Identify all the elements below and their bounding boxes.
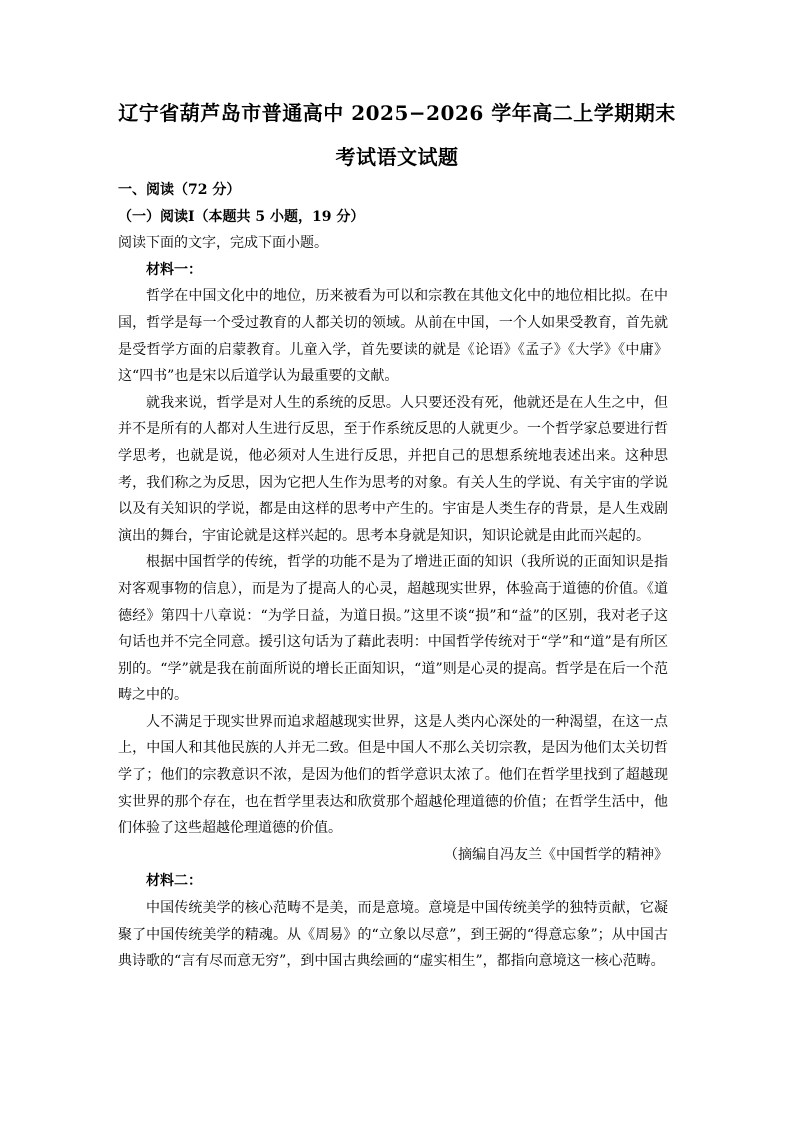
material-1-paragraph-2: 就我来说，哲学是对人生的系统的反思。人只要还没有死，他就还是在人生之中，但并不是所有的人都对人生进行反思，至于作系统反思的人就更少。一个哲学家总要进行哲学思考，也就是说，他必须对人生进行反思，并把自己的思想系统地表述出来。这种思考，我们称之为反思，因为它把人生作为思考的对象。有关人生的学说、有关宇宙的学说以及有关知识的学说，都是由这样的思考中产生的。宇宙是人类生存的背景，是人生戏剧演出的舞台，宇宙论就是这样兴起的。思考本身就是知识，知识论就是由此而兴起的。: [118, 394, 668, 544]
material-1-paragraph-3: 根据中国哲学的传统，哲学的功能不是为了增进正面的知识（我所说的正面知识是指对客观事物的信息），而是为了提高人的心灵，超越现实世界，体验高于道德的价值。《道德经》第四十八章说：“为学日益，为道日损。”这里不谈“损”和“益”的区别，我对老子这句话也并不完全同意。援引这句话为了藉此表明：中国哲学传统对于“学”和“道”是有所区别的。“学”就是我在前面所说的增长正面知识，“道”则是心灵的提高。哲学是在后一个范畴之中的。: [118, 554, 668, 704]
title-line-1: 辽宁省葫芦岛市普通高中 2025−2026 学年高二上学期期末: [118, 101, 676, 125]
material-2-label: 材料二：: [146, 873, 202, 890]
material-1-label: 材料一：: [146, 261, 202, 278]
instruction-text: 阅读下面的文字，完成下面小题。: [118, 235, 328, 252]
section-subheading: （一）阅读Ⅰ（本题共 5 小题，19 分）: [118, 208, 365, 225]
material-1-source: （摘编自冯友兰《中国哲学的精神》: [444, 846, 668, 863]
section-heading: 一、阅读（72 分）: [118, 182, 241, 198]
title-line-2: 考试语文试题: [335, 145, 459, 169]
material-2-paragraph-1: 中国传统美学的核心范畴不是美，而是意境。意境是中国传统美学的独特贡献，它凝聚了中国传统美学的精魂。从《周易》的“立象以尽意”，到王弼的“得意忘象”；从中国古典诗歌的“言有尽而意无穷”，到中国古典绘画的“虚实相生”，都指向意境这一核心范畴。: [118, 900, 668, 970]
material-1-paragraph-1: 哲学在中国文化中的地位，历来被看为可以和宗教在其他文化中的地位相比拟。在中国，哲学是每一个受过教育的人都关切的领域。从前在中国，一个人如果受教育，首先就是受哲学方面的启蒙教育。儿童入学，首先要读的就是《论语》《孟子》《大学》《中庸》这“四书”也是宋以后道学认为最重要的文献。: [118, 288, 668, 385]
document-body: [118, 177, 668, 975]
material-1-paragraph-4: 人不满足于现实世界而追求超越现实世界，这是人类内心深处的一种渴望，在这一点上，中国人和其他民族的人并无二致。但是中国人不那么关切宗教，是因为他们太关切哲学了；他们的宗教意识不浓，是因为他们的哲学意识太浓了。他们在哲学里找到了超越现实世界的那个存在，也在哲学里表达和欣赏那个超越伦理道德的价值；在哲学生活中，他们体验了这些超越伦理道德的价值。: [118, 713, 668, 837]
